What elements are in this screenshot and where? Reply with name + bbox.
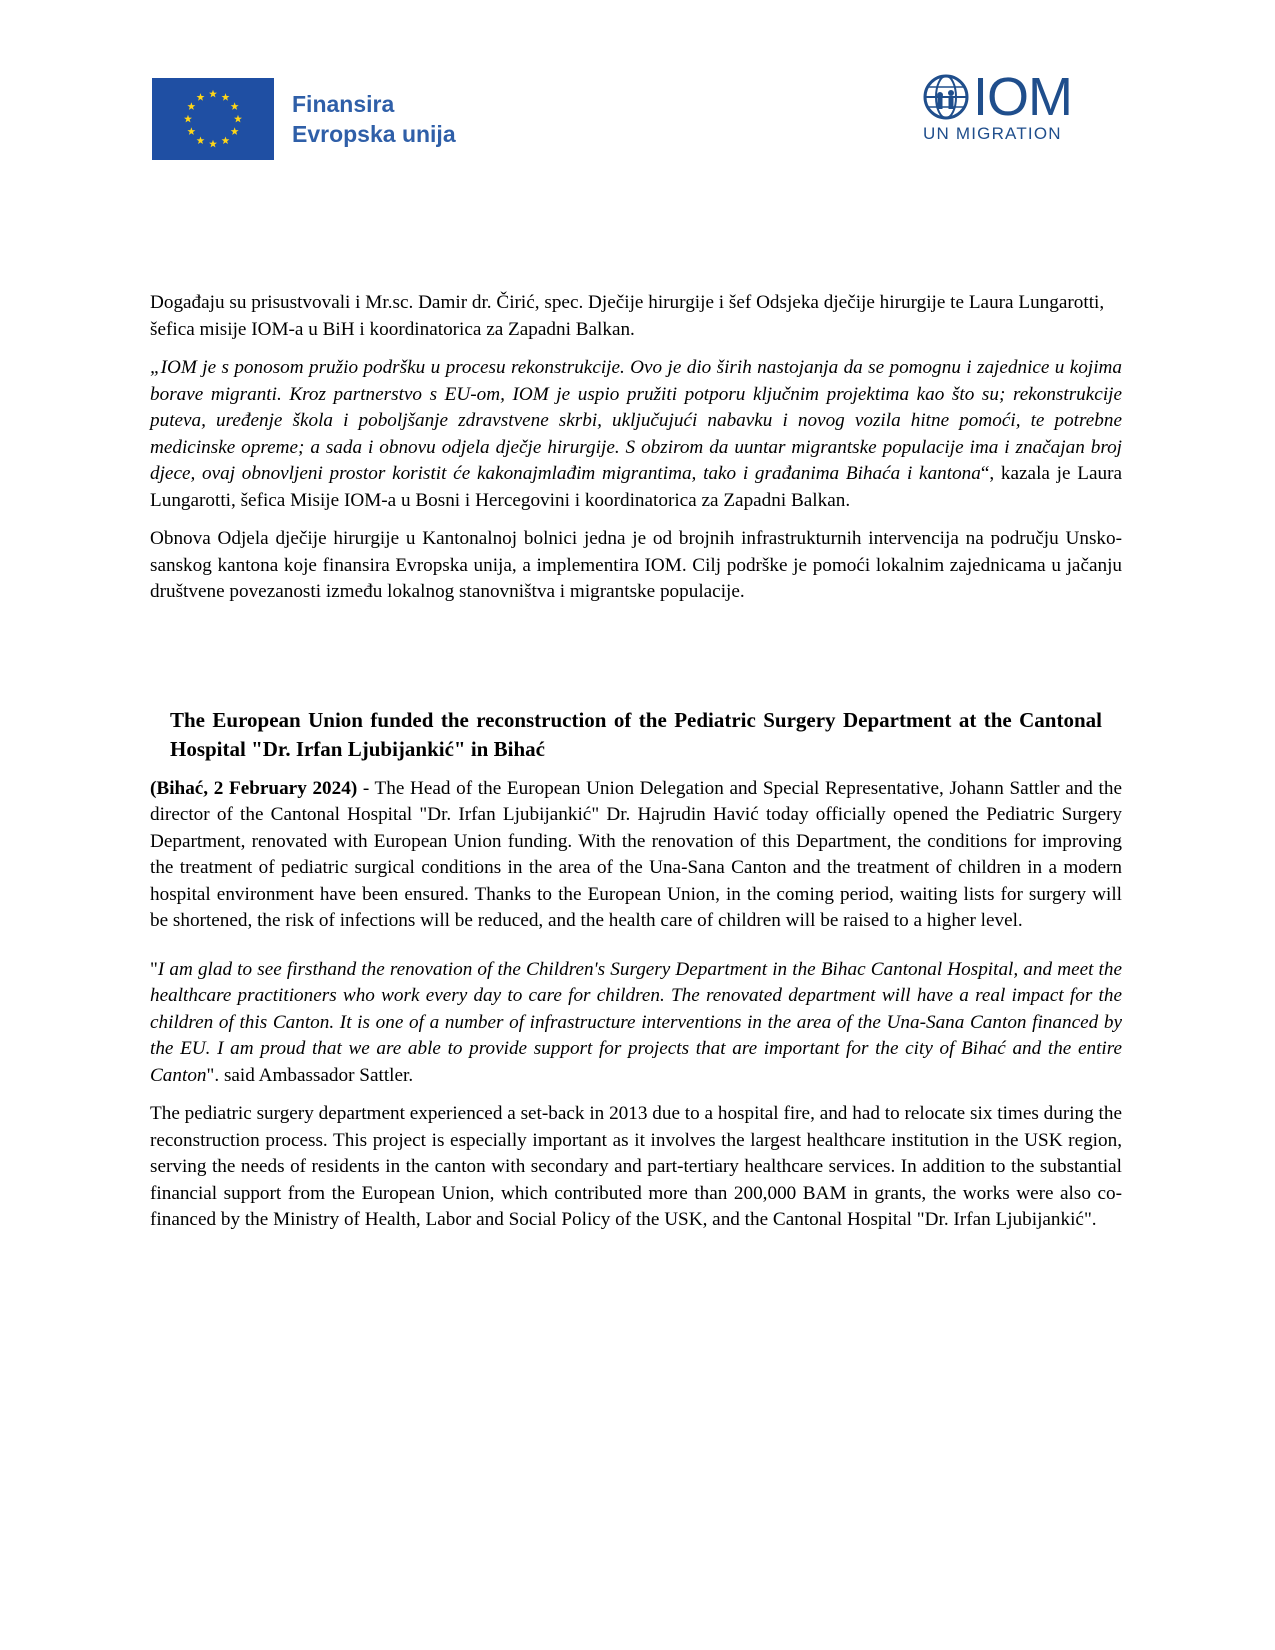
english-paragraph-1 [150, 776, 1122, 935]
english-quote-paragraph [150, 957, 1122, 1090]
english-paragraph-1-text: - The Head of the European Union Delegation and Special Representative, Johann Sattler and the director of the Cantonal Hospital "Dr. Irfan Ljubijankić" Dr. Hajrudin Havić today officially opened the Pediatric Surgery Department, renovated with European Union funding. With the renovation of this Department, the conditions for improving the treatment of pediatric surgical conditions in the area of the Una-Sana Canton and the treatment of children in a modern hospital environment have been ensured. Thanks to the European Union, in the coming period, waiting lists for surgery will be shortened, the risk of infections will be reduced, and the health care of children will be raised to a higher level. [150, 777, 1122, 931]
local-quote-paragraph [150, 355, 1122, 514]
local-quote-text: „IOM je s ponosom pružio podršku u procesu rekonstrukcije. Ovo je dio širih nastojanja da se pomognu i zajednice u kojima borave migranti. Kroz partnerstvo s EU-om, IOM je uspio pružiti potporu ključnim projektima kao što su; rekonstrukcije puteva, uređenje škola i poboljšanje zdravstvene skrbi, uključujući nabavku i novog vozila hitne pomoći, te potrebne medicinske opreme; a sada i obnovu odjela dječje hirurgije. S obzirom da uuntar migrantske populacije ima i značajan broj djece, ovaj obnovljeni prostor koristit će kakonajmlađim migrantima, tako i građanima Bihaća i kantona [150, 357, 1122, 484]
eu-logo-line2: Evropska unija [292, 121, 456, 147]
eu-logo-text [292, 89, 456, 149]
eu-flag-icon [152, 78, 274, 160]
english-paragraph-3: The pediatric surgery department experienced a set-back in 2013 due to a hospital fire, and had to relocate six times during the reconstruction process. This project is especially important as it involves the largest healthcare institution in the USK region, serving the needs of residents in the canton with secondary and part-tertiary healthcare services. In addition to the substantial financial support from the European Union, which contributed more than 200,000 BAM in grants, the works were also co-financed by the Ministry of Health, Labor and Social Policy of the USK, and the Cantonal Hospital "Dr. Irfan Ljubijankić". [150, 1103, 1122, 1230]
article-title: The European Union funded the reconstruction of the Pediatric Surgery Department at the Cantonal Hospital "Dr. Irfan Ljubijankić" in Bihać [170, 707, 1102, 761]
section-spacer [150, 618, 1122, 706]
english-quote-attribution: ". said Ambassador Sattler. [206, 1064, 414, 1086]
eu-logo-line1: Finansira [292, 91, 395, 117]
page-header [0, 0, 1275, 200]
english-quote-text: I am glad to see firsthand the renovation of the Children's Surgery Department in the Bihac Cantonal Hospital, and meet the healthcare practitioners who work every day to care for children. The renovated department will have a real impact for the children of this Canton. It is one of a number of infrastructure interventions in the area of the Una-Sana Canton financed by the EU. I am proud that we are able to provide support for projects that are important for the city of Bihać and the entire Canton [150, 958, 1122, 1086]
english-quote-open: " [150, 958, 158, 980]
document-body [150, 290, 1122, 1246]
eu-funding-logo [152, 78, 456, 160]
local-paragraph-3: Obnova Odjela dječije hirurgije u Kantonalnoj bolnici jedna je od brojnih infrastrukturnih intervencija na području Unsko-sanskog kantona koje finansira Evropska unija, a implementira IOM. Cilj podrške je pomoći lokalnim zajednicama u jačanju društvene povezanosti između lokalnog stanovništva i migrantske populacije. [150, 528, 1122, 602]
iom-globe-icon [922, 73, 970, 121]
dateline: (Bihać, 2 February 2024) [150, 777, 358, 799]
iom-logo-subtitle: UN MIGRATION [923, 124, 1062, 143]
iom-logo [922, 67, 1112, 144]
local-quote-attribution: “, kazala je Laura Lungarotti, šefica Misije IOM-a u Bosni i Hercegovini i koordinatorica za Zapadni Balkan. [150, 463, 1122, 511]
local-paragraph-1: Događaju su prisustvovali i Mr.sc. Damir dr. Čirić, spec. Dječije hirurgije i šef Odsjeka dječije hirurgije te Laura Lungarotti, šefica misije IOM-a u BiH i koordinatorica za Zapadni Balkan. [150, 292, 1105, 340]
iom-logo-text: IOM [973, 67, 1072, 127]
